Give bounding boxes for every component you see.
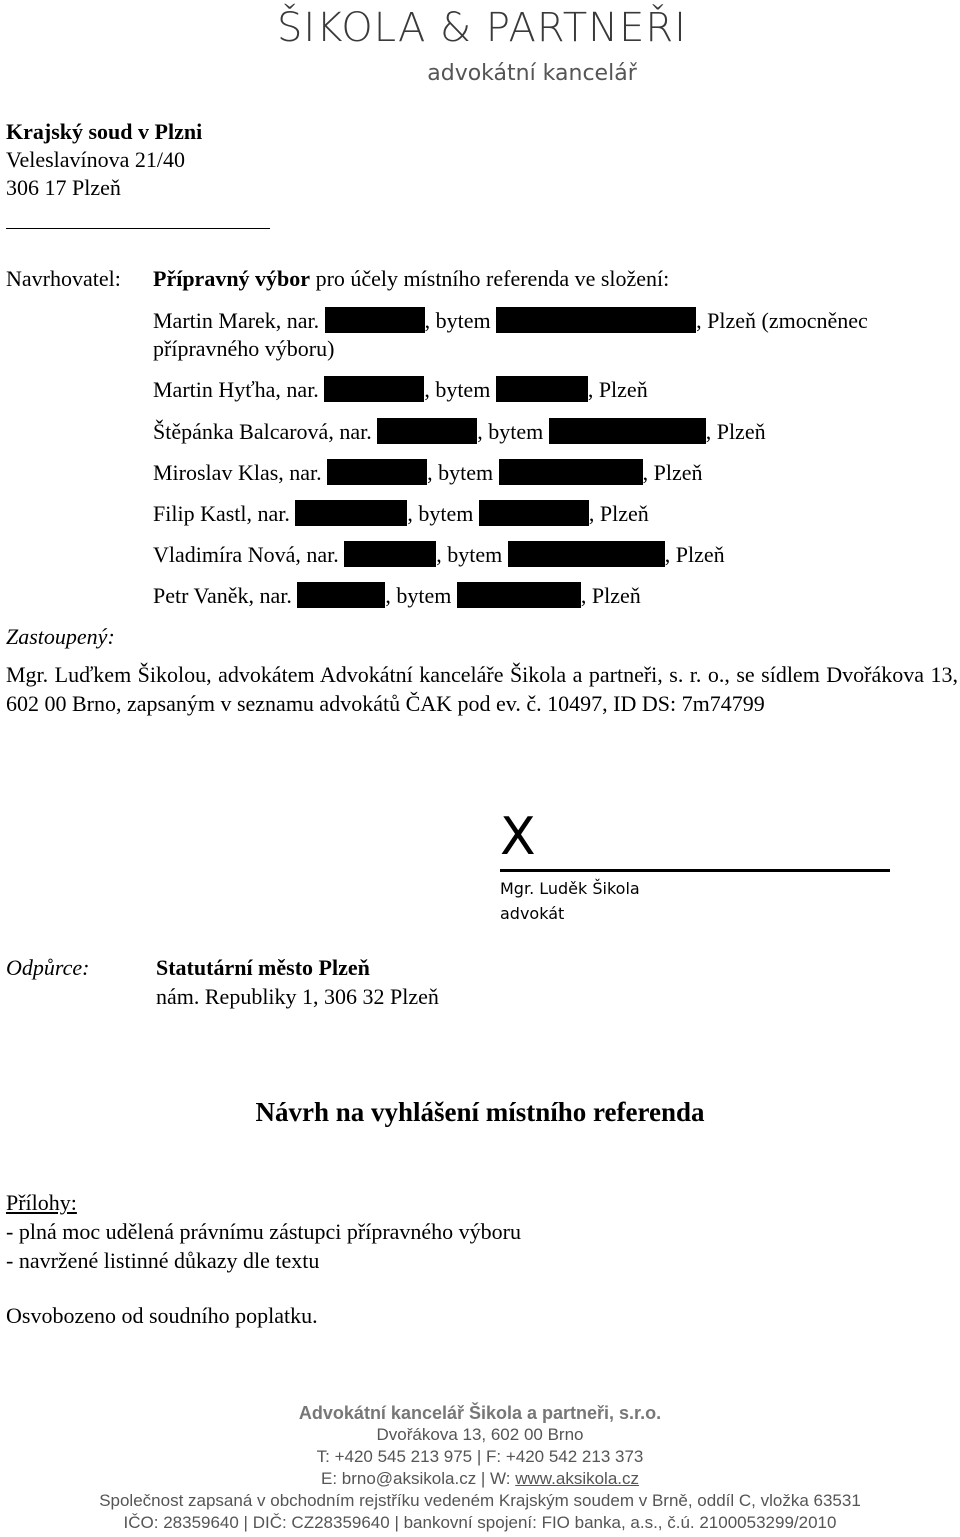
attachment-item: - plná moc udělená právnímu zástupci přípravného výboru bbox=[6, 1219, 522, 1244]
respondent-name: Statutární město Plzeň bbox=[156, 955, 370, 980]
member-row: Martin Marek, nar. , bytem , Plzeň (zmocněnec bbox=[153, 308, 868, 333]
footer-address: Dvořákova 13, 602 00 Brno bbox=[376, 1425, 584, 1444]
member-row: Martin Hyťha, nar. , bytem , Plzeň bbox=[153, 377, 648, 402]
redaction-box bbox=[327, 459, 427, 485]
redaction-box bbox=[324, 376, 424, 402]
footer-contact bbox=[0, 1468, 960, 1490]
document-title: Návrh na vyhlášení místního referenda bbox=[255, 1097, 705, 1127]
member-row-cont: přípravného výboru) bbox=[153, 336, 335, 361]
member-row: Petr Vaněk, nar. , bytem , Plzeň bbox=[153, 583, 641, 608]
signature-caption bbox=[500, 876, 640, 926]
court-city: 306 17 Plzeň bbox=[6, 175, 121, 200]
footer bbox=[0, 1402, 960, 1534]
representative-label: Zastoupený: bbox=[6, 624, 115, 649]
petitioner-desc: pro účely místního referenda ve složení: bbox=[310, 266, 670, 291]
footer-registry: Společnost zapsaná v obchodním rejstříku vedeném Krajským soudem v Brně, oddíl C, vložka 63531 bbox=[99, 1491, 861, 1510]
redaction-box bbox=[549, 418, 706, 444]
respondent-address: nám. Republiky 1, 306 32 Plzeň bbox=[156, 984, 439, 1009]
fee-note: Osvobozeno od soudního poplatku. bbox=[6, 1303, 318, 1328]
respondent-label: Odpůrce: bbox=[6, 955, 90, 980]
footer-web-link[interactable]: www.aksikola.cz bbox=[515, 1469, 640, 1488]
attachments-heading: Přílohy: bbox=[6, 1190, 77, 1215]
firm-logo-name: ŠIKOLA & PARTNEŘI bbox=[277, 5, 687, 51]
court-street: Veleslavínova 21/40 bbox=[6, 147, 186, 172]
petitioner-name: Přípravný výbor bbox=[153, 266, 311, 291]
representative-text: Mgr. Luďkem Šikolou, advokátem Advokátní kanceláře Šikola a partneři, s. r. o., se sídlem Dvořákova 13, 602 00 Brno, zapsaným v seznamu advokátů ČAK pod ev. č. 10497, ID DS: 7m74799 bbox=[6, 662, 958, 716]
letterhead bbox=[272, 4, 692, 88]
redaction-box bbox=[297, 582, 385, 608]
signature-name: Mgr. Luděk Šikola bbox=[500, 879, 640, 898]
member-row: Vladimíra Nová, nar. , bytem , Plzeň bbox=[153, 542, 725, 567]
petitioner-label: Navrhovatel: bbox=[6, 266, 121, 291]
signature-role: advokát bbox=[500, 904, 565, 923]
attachment-item: - navržené listinné důkazy dle textu bbox=[6, 1248, 320, 1273]
redaction-box bbox=[344, 541, 436, 567]
footer-firm: Advokátní kancelář Šikola a partneři, s.r.o. bbox=[298, 1403, 662, 1423]
member-row: Štěpánka Balcarová, nar. , bytem , Plzeň bbox=[153, 419, 766, 444]
footer-phones: T: +420 545 213 975 | F: +420 542 213 373 bbox=[316, 1447, 644, 1466]
footer-ids: IČO: 28359640 | DIČ: CZ28359640 | bankovní spojení: FIO banka, a.s., č.ú. 2100053299/2010 bbox=[123, 1513, 837, 1532]
redaction-box bbox=[499, 459, 643, 485]
court-address bbox=[6, 118, 202, 202]
address-underline bbox=[6, 228, 270, 229]
petitioner-heading bbox=[153, 266, 669, 292]
redaction-box bbox=[325, 307, 425, 333]
footer-email: E: brno@aksikola.cz | W: bbox=[320, 1469, 516, 1488]
redaction-box bbox=[295, 500, 407, 526]
redaction-box bbox=[479, 500, 589, 526]
redaction-box bbox=[457, 582, 581, 608]
signature-mark: X bbox=[500, 807, 536, 867]
firm-logo-subtitle: advokátní kancelář bbox=[427, 61, 637, 86]
member-row: Filip Kastl, nar. , bytem , Plzeň bbox=[153, 501, 649, 526]
redaction-box bbox=[496, 376, 588, 402]
redaction-box bbox=[508, 541, 665, 567]
court-name: Krajský soud v Plzni bbox=[6, 119, 203, 144]
redaction-box bbox=[377, 418, 477, 444]
redaction-box bbox=[496, 307, 696, 333]
member-row: Miroslav Klas, nar. , bytem , Plzeň bbox=[153, 460, 703, 485]
attachments bbox=[6, 1188, 521, 1275]
signature-line bbox=[500, 869, 890, 872]
